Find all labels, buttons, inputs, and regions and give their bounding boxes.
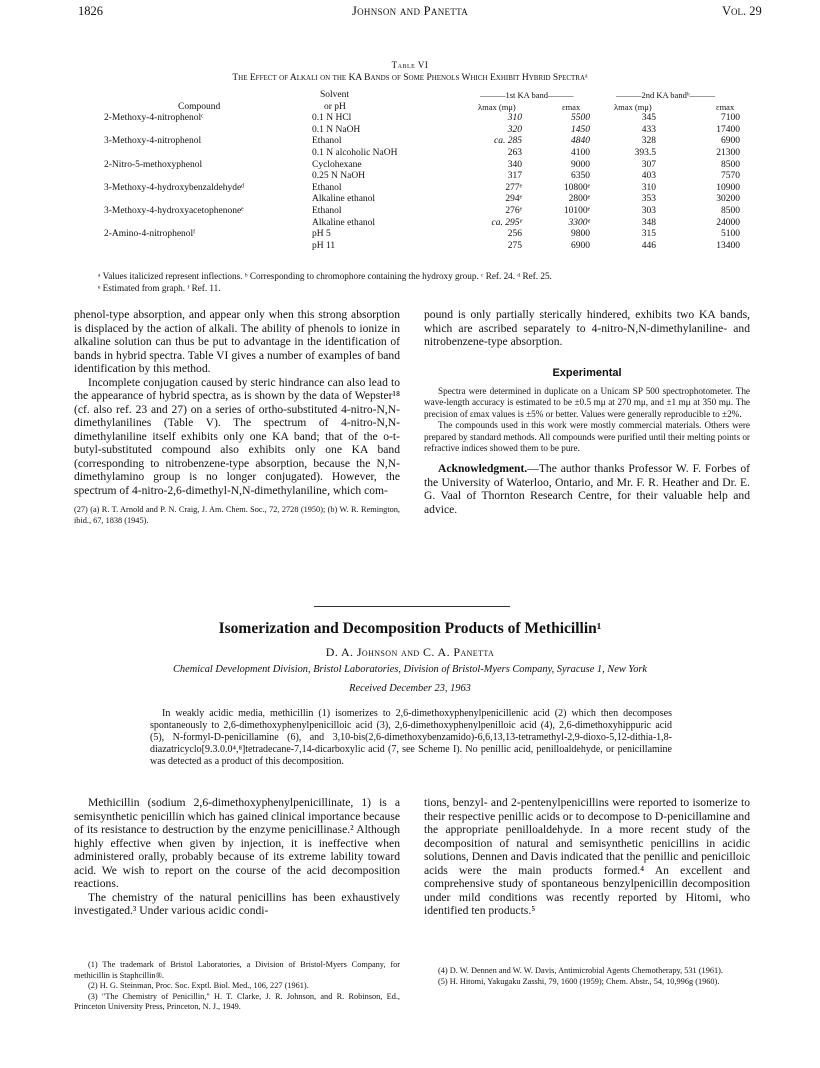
received-date: Received December 23, 1963	[349, 683, 471, 694]
table-row	[104, 183, 744, 195]
page-number: 1826	[78, 4, 103, 18]
lmax1-cell: 276ᵉ	[505, 205, 522, 216]
acknowledgment	[424, 462, 750, 516]
table-body	[104, 113, 744, 252]
emax2-cell: 7570	[721, 171, 740, 182]
table-row	[104, 229, 744, 241]
experimental-p2: The compounds used in this work were mostly commercial materials. Others were prepared by standard methods. All compounds were purified until their melting points or refractive indices showed them to be pure.	[424, 420, 750, 454]
head-solvent: Solvent	[320, 90, 350, 100]
compound-cell: 3-Methoxy-4-hydroxybenzaldehydeᵈ	[104, 182, 245, 193]
lmax2-cell: 353	[641, 194, 656, 205]
lmax2-cell: 403	[641, 171, 656, 182]
head-band2: ———2nd KA bandᵇ———	[616, 90, 715, 100]
table-footnote-1: ᵃ Values italicized represent inflections. ᵇ Corresponding to chromophore containing the hydroxy group. ᶜ Ref. 24. ᵈ Ref. 25.	[98, 271, 552, 281]
head-band1: ———1st KA band———	[480, 90, 574, 100]
paragraph: The chemistry of the natural penicillins has been exhaustively investigated.³ Under various acidic condi-	[74, 890, 400, 917]
solvent-cell: 0.1 N NaOH	[312, 124, 361, 135]
upper-left-column	[74, 308, 400, 526]
footnote-27: (27) (a) R. T. Arnold and P. N. Craig, J. Am. Chem. Soc., 72, 2728 (1950); (b) W. R. Remington, ibid., 67, 1838 (1945).	[74, 505, 400, 525]
emax1-cell: 4840	[571, 136, 590, 147]
head-ph: or pH	[324, 101, 346, 112]
footnote-1: (1) The trademark of Bristol Laboratories, a Division of Bristol-Myers Company, for methicillin is Staphcillin®.	[74, 960, 400, 980]
emax1-cell: 2800ᵉ	[568, 194, 590, 205]
footnote-2: (2) H. G. Steinman, Proc. Soc. Exptl. Biol. Med., 106, 227 (1961).	[88, 981, 309, 991]
table-row	[104, 136, 744, 148]
lmax2-cell: 446	[641, 240, 656, 251]
lmax1-cell: 310	[507, 113, 522, 124]
lmax2-cell: 315	[641, 229, 656, 240]
paragraph: tions, benzyl- and 2-pentenylpenicillins were reported to isomerize to their respective penillic acids or to decompose to D-penicillamine and the appropriate penilloaldehyde. In a more recent study of the decomposition of natural and semisynthetic penicillins in acidic solutions, Dennen and Davis indicated that the penillic and penicilloic acids were the main products formed.⁴ An excellent and comprehensive study of spontaneous benzylpenicillin decomposition under mild conditions was recently reported by Hitomi, who identified ten products.⁵	[424, 796, 750, 917]
emax2-cell: 10900	[716, 182, 740, 193]
table-footnote-2: ᵉ Estimated from graph. ᶠ Ref. 11.	[98, 283, 221, 293]
emax2-cell: 30200	[716, 194, 740, 205]
emax2-cell: 5100	[721, 229, 740, 240]
solvent-cell: 0.25 N NaOH	[312, 171, 366, 182]
table-head-row-2	[104, 102, 744, 114]
lmax2-cell: 310	[641, 182, 656, 193]
lmax1-cell: 320	[507, 124, 522, 135]
table-row	[104, 241, 744, 253]
lower-left-column	[74, 796, 400, 918]
emax1-cell: 3300ᵉ	[568, 217, 590, 228]
table-row	[104, 160, 744, 172]
solvent-cell: Ethanol	[312, 182, 342, 193]
head-lmax1: λmax (mμ)	[478, 101, 516, 112]
lower-right-column	[424, 796, 750, 918]
solvent-cell: Ethanol	[312, 136, 342, 147]
lmax2-cell: 307	[641, 159, 656, 170]
volume-label: Vol. 29	[722, 4, 762, 18]
table-title: The Effect of Alkali on the KA Bands of Some Phenols Which Exhibit Hybrid Spectraᵃ	[232, 73, 588, 83]
head-compound: Compound	[178, 101, 221, 112]
emax2-cell: 6900	[721, 136, 740, 147]
paragraph: pound is only partially sterically hindered, exhibits two KA bands, which are ascribed separately to 4-nitro-N,N-dimethylaniline- and nitrobenzene-type absorption.	[424, 308, 750, 348]
lmax1-cell: 256	[507, 229, 522, 240]
table-footnotes	[98, 270, 758, 294]
lmax1-cell: 263	[507, 147, 522, 158]
lmax1-cell: 340	[507, 159, 522, 170]
footnote-5: (5) H. Hitomi, Yakugaku Zasshi, 79, 1600 (1959); Chem. Abstr., 54, 10,996g (1960).	[438, 976, 720, 986]
lmax1-cell: 277ᵉ	[505, 182, 522, 193]
table-head-row-1	[104, 90, 744, 102]
solvent-cell: Cyclohexane	[312, 159, 362, 170]
lmax2-cell: 393.5	[634, 147, 656, 158]
table-row	[104, 125, 744, 137]
solvent-cell: pH 5	[312, 229, 331, 240]
emax1-cell: 5500	[571, 113, 590, 124]
article-affiliation: Chemical Development Division, Bristol Laboratories, Division of Bristol-Myers Company, Syracuse 1, New York	[172, 664, 648, 675]
footnotes-right	[424, 966, 750, 987]
table-row	[104, 171, 744, 183]
footnote-3: (3) "The Chemistry of Penicillin," H. T. Clarke, J. R. Johnson, and R. Robinson, Ed., Princeton University Press, Princeton, N. J., 1949.	[74, 991, 400, 1012]
emax2-cell: 8500	[721, 159, 740, 170]
acknowledgment-label: Acknowledgment.	[438, 462, 528, 476]
data-table	[104, 90, 744, 252]
section-divider	[314, 606, 510, 607]
solvent-cell: 0.1 N alcoholic NaOH	[312, 147, 398, 158]
emax1-cell: 10800ᵉ	[563, 182, 590, 193]
article-title: Isomerization and Decomposition Products of Methicillin¹	[218, 620, 602, 637]
compound-cell: 3-Methoxy-4-nitrophenol	[104, 136, 202, 147]
emax2-cell: 21300	[716, 147, 740, 158]
footnote-4: (4) D. W. Dennen and W. W. Davis, Antimicrobial Agents Chemotherapy, 531 (1961).	[438, 966, 723, 975]
emax2-cell: 13400	[716, 240, 740, 251]
solvent-cell: Ethanol	[312, 205, 342, 216]
paragraph: Methicillin (sodium 2,6-dimethoxyphenylpenicillinate, 1) is a semisynthetic penicillin which has gained clinical importance because of its resistance to destruction by the enzyme penicillinase.² Although highly effective when given by injection, it is ineffective when administered orally, probably because of its extreme lability toward acid. We wish to report on the course of the acid decomposition reactions.	[74, 796, 400, 890]
lmax1-cell: 275	[507, 240, 522, 251]
solvent-cell: 0.1 N HCl	[312, 113, 352, 124]
emax1-cell: 1450	[571, 124, 590, 135]
acknowledgment-text: —The author thanks Professor W. F. Forbes of the University of Waterloo, Ontario, and Mr. F. R. Heather and Dr. E. G. Vaal of Thornton Research Centre, for their valuable help and advice.	[424, 462, 750, 516]
table-caption: Table VI	[391, 60, 429, 70]
lmax2-cell: 303	[641, 205, 656, 216]
lmax2-cell: 328	[641, 136, 656, 147]
lmax1-cell: ca. 285	[494, 136, 522, 147]
emax1-cell: 9800	[571, 229, 590, 240]
solvent-cell: Alkaline ethanol	[312, 194, 376, 205]
running-title: Johnson and Panetta	[351, 4, 469, 18]
table-row	[104, 113, 744, 125]
emax2-cell: 7100	[721, 113, 740, 124]
compound-cell: 2-Nitro-5-methoxyphenol	[104, 159, 203, 170]
paragraph: Incomplete conjugation caused by steric hindrance can also lead to the appearance of hybrid spectra, as is shown by the data of Wepster¹⁸ (cf. also ref. 23 and 27) on a series of ortho-substituted 4-nitro-N,N-dimethylanilines (Table V). The spectrum of 4-nitro-N,N-dimethylaniline itself exhibits only one KA band; that of the o-t-butyl-substituted compound also exhibits only one KA band (corresponding to nitrobenzene-type absorption, because the N,N-dimethylamino group is no longer conjugated). However, the spectrum of 4-nitro-2,6-dimethyl-N,N-dimethylaniline, which com-	[74, 375, 400, 497]
emax1-cell: 6350	[571, 171, 590, 182]
lmax1-cell: 317	[507, 171, 522, 182]
table-row	[104, 148, 744, 160]
emax1-cell: 9000	[571, 159, 590, 170]
compound-cell: 2-Amino-4-nitrophenolᶠ	[104, 229, 196, 240]
upper-right-column	[424, 308, 750, 516]
solvent-cell: pH 11	[312, 240, 336, 251]
lmax1-cell: ca. 295ᵉ	[491, 217, 522, 228]
footnotes-left	[74, 960, 400, 1013]
head-emax2: εmax	[716, 101, 735, 112]
head-emax1: εmax	[562, 101, 581, 112]
paragraph: phenol-type absorption, and appear only when this strong absorption is displaced by the action of alkali. The ability of phenols to ionize in alkaline solution can thus be put to advantage in the identification of bands in hybrid spectra. Table VI gives a number of examples of band identification by this method.	[74, 308, 400, 375]
emax2-cell: 24000	[716, 217, 740, 228]
emax1-cell: 4100	[571, 147, 590, 158]
table-row	[104, 218, 744, 230]
lmax2-cell: 433	[641, 124, 656, 135]
emax2-cell: 17400	[716, 124, 740, 135]
article-abstract: In weakly acidic media, methicillin (1) isomerizes to 2,6-dimethoxyphenylpenicillenic acid (2) which then decomposes spontaneously to 2,6-dimethoxyphenylpenicilloic acid (3), 2,6-dimethoxyphenylpenilloic acid (4), 2,6-dimethoxyhippuric acid (5), N-formyl-D-penicillamine (6), and 3,10-bis(2,6-dimethoxybenzamido)-6,6,13,13-tetramethyl-2,9-dioxo-5,12-dithia-1,8-diazatricyclo[9.3.0.0⁴,⁸]tetradecane-7,14-dicarboxylic acid (7, see Scheme I). No penillic acid, penilloaldehyde, or penicillamine was detected as a product of this decomposition.	[150, 708, 672, 767]
article-authors: D. A. Johnson and C. A. Panetta	[325, 645, 495, 659]
emax1-cell: 6900	[571, 240, 590, 251]
compound-cell: 3-Methoxy-4-hydroxyacetophenoneᵉ	[104, 205, 244, 216]
lmax2-cell: 345	[641, 113, 656, 124]
lmax2-cell: 348	[641, 217, 656, 228]
compound-cell: 2-Methoxy-4-nitrophenolᶜ	[104, 113, 204, 124]
head-lmax2: λmax (mμ)	[614, 101, 652, 112]
table-row	[104, 206, 744, 218]
experimental-heading: Experimental	[552, 366, 622, 379]
lmax1-cell: 294ᵉ	[505, 194, 522, 205]
emax1-cell: 10100ᵉ	[563, 205, 590, 216]
emax2-cell: 8500	[721, 205, 740, 216]
experimental-p1: Spectra were determined in duplicate on a Unicam SP 500 spectrophotometer. The wave-length accuracy is estimated to be ±0.5 mμ at 270 mμ, and ±1 mμ at 350 mμ. The precision of εmax values is ±5% or better. Values were generally reproducible to ±2%.	[424, 386, 750, 419]
table-row	[104, 194, 744, 206]
solvent-cell: Alkaline ethanol	[312, 217, 376, 228]
